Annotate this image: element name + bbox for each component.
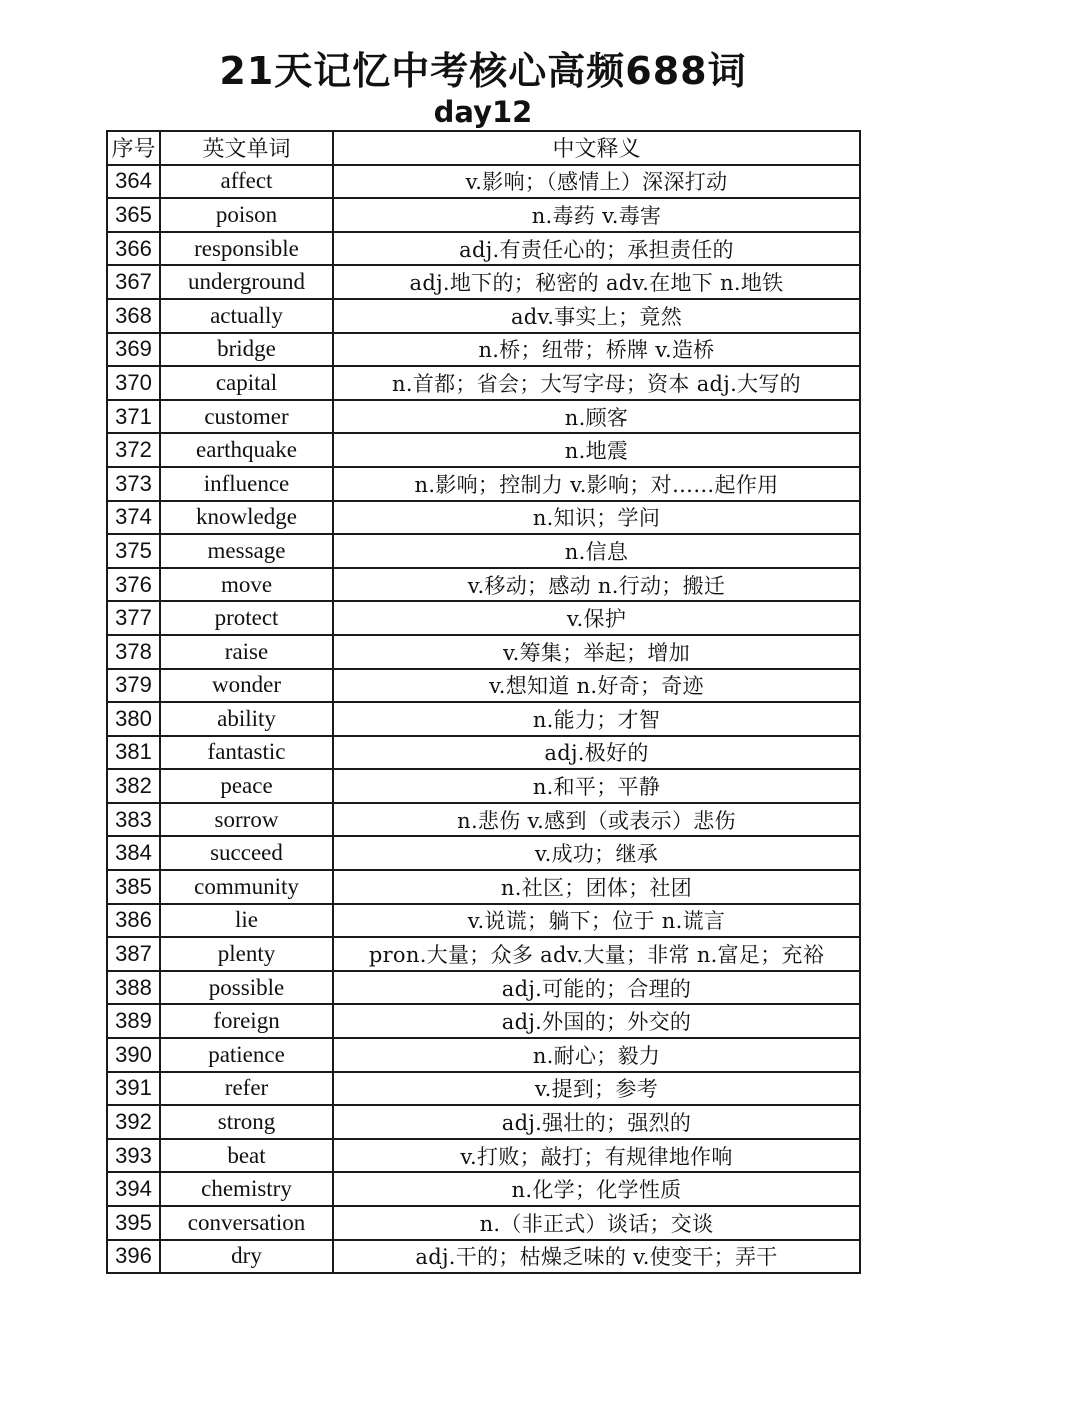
chinese-meaning: n.（非正式）谈话；交谈 (333, 1206, 860, 1240)
chinese-meaning: v.筹集；举起；增加 (333, 635, 860, 669)
row-number: 379 (107, 669, 160, 703)
english-word: capital (160, 366, 333, 400)
table-header-row (107, 131, 860, 165)
chinese-meaning: n.耐心；毅力 (333, 1038, 860, 1072)
english-word: community (160, 870, 333, 904)
table-row (107, 568, 860, 602)
english-word: influence (160, 467, 333, 501)
chinese-meaning: adj.地下的；秘密的 adv.在地下 n.地铁 (333, 265, 860, 299)
row-number: 380 (107, 702, 160, 736)
english-word: succeed (160, 836, 333, 870)
table-row (107, 1004, 860, 1038)
table-row (107, 702, 860, 736)
english-word: underground (160, 265, 333, 299)
row-number: 388 (107, 971, 160, 1005)
table-row (107, 433, 860, 467)
header-english-word: 英文单词 (160, 131, 333, 165)
row-number: 364 (107, 165, 160, 199)
chinese-meaning: v.想知道 n.好奇；奇迹 (333, 669, 860, 703)
page-title: 21天记忆中考核心高频688词 (219, 49, 747, 93)
row-number: 365 (107, 198, 160, 232)
chinese-meaning: n.毒药 v.毒害 (333, 198, 860, 232)
row-number: 385 (107, 870, 160, 904)
row-number: 384 (107, 836, 160, 870)
row-number: 390 (107, 1038, 160, 1072)
chinese-meaning: n.化学；化学性质 (333, 1172, 860, 1206)
row-number: 375 (107, 534, 160, 568)
english-word: possible (160, 971, 333, 1005)
header-chinese-meaning: 中文释义 (333, 131, 860, 165)
chinese-meaning: v.移动；感动 n.行动；搬迁 (333, 568, 860, 602)
chinese-meaning: n.和平；平静 (333, 769, 860, 803)
english-word: fantastic (160, 736, 333, 770)
english-word: customer (160, 400, 333, 434)
row-number: 371 (107, 400, 160, 434)
table-row (107, 1240, 860, 1274)
table-row (107, 937, 860, 971)
table-row (107, 165, 860, 199)
table-row (107, 904, 860, 938)
chinese-meaning: adv.事实上；竟然 (333, 299, 860, 333)
chinese-meaning: adj.干的；枯燥乏味的 v.使变干；弄干 (333, 1240, 860, 1274)
table-row (107, 736, 860, 770)
english-word: lie (160, 904, 333, 938)
table-row (107, 534, 860, 568)
english-word: move (160, 568, 333, 602)
english-word: patience (160, 1038, 333, 1072)
row-number: 386 (107, 904, 160, 938)
header-number: 序号 (107, 131, 160, 165)
chinese-meaning: v.保护 (333, 601, 860, 635)
table-row (107, 803, 860, 837)
chinese-meaning: v.成功；继承 (333, 836, 860, 870)
chinese-meaning: n.信息 (333, 534, 860, 568)
english-word: actually (160, 299, 333, 333)
chinese-meaning: adj.极好的 (333, 736, 860, 770)
table-row (107, 836, 860, 870)
english-word: ability (160, 702, 333, 736)
row-number: 372 (107, 433, 160, 467)
chinese-meaning: n.首都；省会；大写字母；资本 adj.大写的 (333, 366, 860, 400)
table-row (107, 1105, 860, 1139)
table-row (107, 769, 860, 803)
table-row (107, 232, 860, 266)
row-number: 367 (107, 265, 160, 299)
row-number: 377 (107, 601, 160, 635)
chinese-meaning: n.社区；团体；社团 (333, 870, 860, 904)
row-number: 394 (107, 1172, 160, 1206)
english-word: plenty (160, 937, 333, 971)
english-word: earthquake (160, 433, 333, 467)
row-number: 392 (107, 1105, 160, 1139)
row-number: 396 (107, 1240, 160, 1274)
row-number: 374 (107, 501, 160, 535)
chinese-meaning: v.影响；（感情上）深深打动 (333, 165, 860, 199)
chinese-meaning: n.地震 (333, 433, 860, 467)
row-number: 387 (107, 937, 160, 971)
row-number: 383 (107, 803, 160, 837)
chinese-meaning: pron.大量；众多 adv.大量；非常 n.富足；充裕 (333, 937, 860, 971)
row-number: 366 (107, 232, 160, 266)
row-number: 391 (107, 1072, 160, 1106)
english-word: knowledge (160, 501, 333, 535)
table-row (107, 366, 860, 400)
english-word: bridge (160, 333, 333, 367)
chinese-meaning: v.提到；参考 (333, 1072, 860, 1106)
table-row (107, 400, 860, 434)
chinese-meaning: n.悲伤 v.感到（或表示）悲伤 (333, 803, 860, 837)
english-word: raise (160, 635, 333, 669)
chinese-meaning: adj.强壮的；强烈的 (333, 1105, 860, 1139)
vocabulary-table (106, 130, 861, 1274)
row-number: 373 (107, 467, 160, 501)
table-row (107, 635, 860, 669)
row-number: 381 (107, 736, 160, 770)
chinese-meaning: n.顾客 (333, 400, 860, 434)
english-word: sorrow (160, 803, 333, 837)
english-word: protect (160, 601, 333, 635)
table-row (107, 1139, 860, 1173)
english-word: message (160, 534, 333, 568)
chinese-meaning: n.桥；纽带；桥牌 v.造桥 (333, 333, 860, 367)
row-number: 395 (107, 1206, 160, 1240)
row-number: 382 (107, 769, 160, 803)
english-word: beat (160, 1139, 333, 1173)
table-row (107, 198, 860, 232)
table-row (107, 870, 860, 904)
row-number: 389 (107, 1004, 160, 1038)
row-number: 378 (107, 635, 160, 669)
row-number: 376 (107, 568, 160, 602)
table-row (107, 1038, 860, 1072)
english-word: peace (160, 769, 333, 803)
chinese-meaning: n.影响；控制力 v.影响；对……起作用 (333, 467, 860, 501)
chinese-meaning: v.打败；敲打；有规律地作响 (333, 1139, 860, 1173)
english-word: affect (160, 165, 333, 199)
table-row (107, 971, 860, 1005)
english-word: poison (160, 198, 333, 232)
chinese-meaning: adj.可能的；合理的 (333, 971, 860, 1005)
table-row (107, 467, 860, 501)
row-number: 370 (107, 366, 160, 400)
english-word: dry (160, 1240, 333, 1274)
english-word: responsible (160, 232, 333, 266)
chinese-meaning: v.说谎；躺下；位于 n.谎言 (333, 904, 860, 938)
table-row (107, 1072, 860, 1106)
english-word: wonder (160, 669, 333, 703)
english-word: refer (160, 1072, 333, 1106)
english-word: strong (160, 1105, 333, 1139)
row-number: 369 (107, 333, 160, 367)
table-row (107, 501, 860, 535)
table-body (107, 165, 860, 1274)
table-row (107, 333, 860, 367)
chinese-meaning: adj.外国的；外交的 (333, 1004, 860, 1038)
table-row (107, 265, 860, 299)
table-row (107, 1206, 860, 1240)
english-word: foreign (160, 1004, 333, 1038)
row-number: 393 (107, 1139, 160, 1173)
table-row (107, 299, 860, 333)
page-subtitle: day12 (433, 95, 533, 129)
table-row (107, 1172, 860, 1206)
chinese-meaning: adj.有责任心的；承担责任的 (333, 232, 860, 266)
english-word: conversation (160, 1206, 333, 1240)
chinese-meaning: n.能力；才智 (333, 702, 860, 736)
table-row (107, 601, 860, 635)
row-number: 368 (107, 299, 160, 333)
chinese-meaning: n.知识；学问 (333, 501, 860, 535)
english-word: chemistry (160, 1172, 333, 1206)
table-row (107, 669, 860, 703)
